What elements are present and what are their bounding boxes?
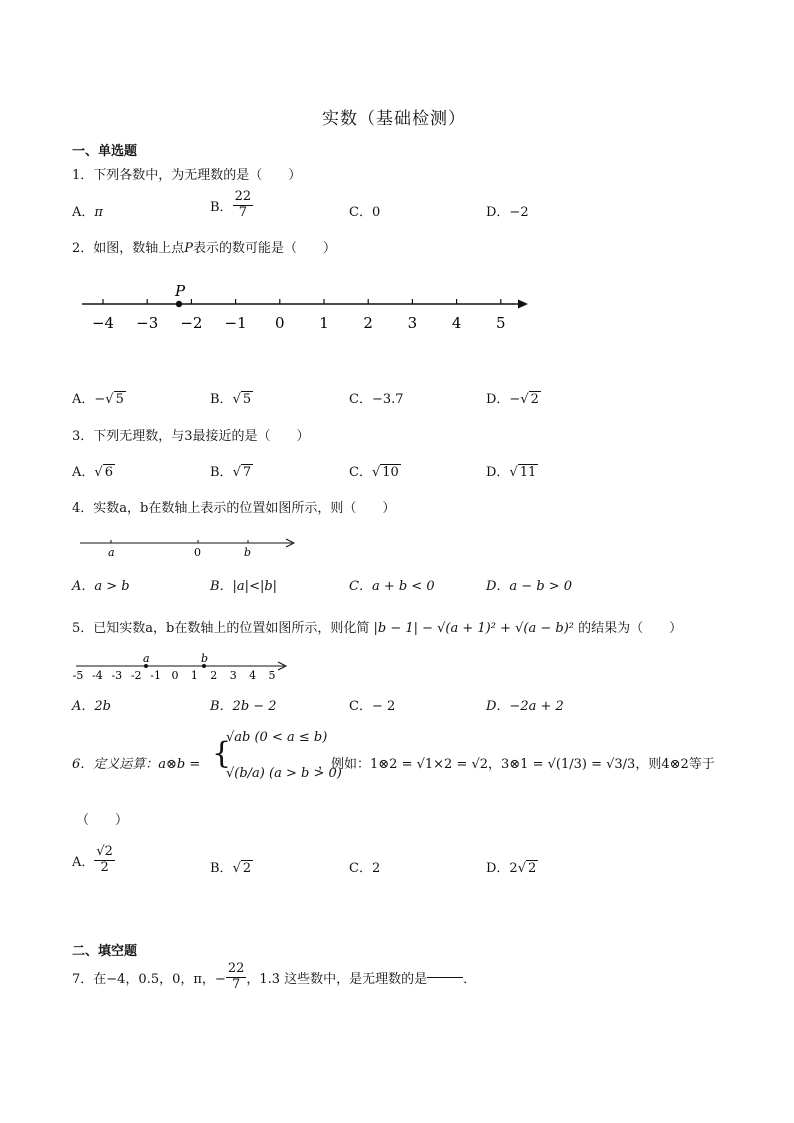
page-title: 实数（基础检测） bbox=[322, 109, 466, 129]
q6-option-b: B．√ 2 bbox=[210, 861, 252, 876]
q5-tick-label: -5 bbox=[72, 669, 84, 682]
q2-option-a: A．−√ 5 bbox=[72, 392, 124, 407]
q5-tick-label: 5 bbox=[268, 669, 276, 682]
q2-tick-label: 4 bbox=[451, 314, 462, 332]
q2-option-d: D．−√ 2 bbox=[486, 392, 539, 407]
q4-label-b: b bbox=[244, 546, 252, 559]
number-line-q4 bbox=[78, 534, 300, 562]
q5-tick-label: 2 bbox=[210, 669, 218, 682]
q1-option-c: C．0 bbox=[349, 205, 381, 220]
section-heading-1: 一、单选题 bbox=[72, 144, 138, 159]
point-p bbox=[176, 301, 182, 307]
q4-option-a: A．a > b bbox=[72, 579, 130, 594]
q5-tick-label: 3 bbox=[229, 669, 237, 682]
q4-label-0: 0 bbox=[194, 546, 201, 559]
q2-tick-label: −4 bbox=[91, 314, 115, 332]
q5-tick-label: -4 bbox=[92, 669, 103, 682]
q3-option-a: A．√ 6 bbox=[72, 465, 113, 480]
q4-option-b: B．|a|<|b| bbox=[210, 579, 278, 594]
q5-option-c: C．− 2 bbox=[349, 699, 396, 714]
section-heading-2: 二、填空题 bbox=[72, 944, 138, 959]
q3-option-d: D．√ 11 bbox=[486, 465, 537, 480]
question-5: 5．已知实数a，b在数轴上的位置如图所示，则化简 |b − 1| − √(a + 1)² + √(a − b)² 的结果为（ ） bbox=[72, 621, 683, 636]
q6-case-2: √(b/a) (a > b > 0) bbox=[226, 766, 342, 781]
question-1: 1．下列各数中，为无理数的是（ ） bbox=[72, 168, 302, 183]
q6-option-a: A． $\frac{√2}{2}$ bbox=[72, 844, 113, 875]
q2-tick-label: 3 bbox=[407, 314, 418, 332]
q5-label-b: b bbox=[201, 652, 209, 665]
q1-option-b: B． $\frac{22}{7}$ bbox=[210, 189, 252, 220]
question-7: 7．在−4，0.5，0，π，− $\frac{22}{7}$ ，1.3̇ 这些数中，是无理数的是 ． bbox=[72, 961, 477, 992]
q5-tick-label: -2 bbox=[130, 669, 142, 682]
number-line-q2 bbox=[76, 280, 536, 335]
q5-tick-label: 4 bbox=[249, 669, 257, 682]
piecewise-brace: { bbox=[212, 736, 232, 771]
q2-tick-label: 5 bbox=[496, 314, 506, 332]
q2-tick-label: 0 bbox=[275, 314, 285, 332]
q6-option-d: D．2√ 2 bbox=[486, 861, 537, 876]
q2-option-c: C．−3.7 bbox=[349, 392, 404, 407]
q5-tick-label: -3 bbox=[111, 669, 123, 682]
q2-tick-label: 1 bbox=[319, 314, 329, 332]
q6-option-c: C．2 bbox=[349, 861, 381, 876]
question-2: 2．如图，数轴上点P表示的数可能是（ ） bbox=[72, 241, 337, 256]
q2-tick-label: −3 bbox=[136, 314, 159, 332]
q5-tick-label: -1 bbox=[150, 669, 161, 682]
question-6: 6．定义运算：a⊗b = bbox=[72, 757, 201, 772]
q4-option-c: C．a + b < 0 bbox=[349, 579, 435, 594]
q1-option-d: D．−2 bbox=[486, 205, 529, 220]
q1-option-a: A．π bbox=[72, 205, 103, 220]
q6-case-1: √ab (0 < a ≤ b) bbox=[226, 730, 328, 745]
q3-option-b: B．√ 7 bbox=[210, 465, 252, 480]
q5-option-a: A．2b bbox=[72, 699, 111, 714]
q2-tick-label: −1 bbox=[224, 314, 247, 332]
number-line-q5 bbox=[72, 650, 294, 682]
q5-option-b: B．2b − 2 bbox=[210, 699, 277, 714]
question-3: 3．下列无理数，与3最接近的是（ ） bbox=[72, 429, 310, 444]
q7-answer-blank[interactable] bbox=[427, 977, 463, 978]
q5-expression: |b − 1| − √(a + 1)² + √(a − b)² bbox=[373, 621, 574, 636]
q5-tick-label: 1 bbox=[190, 669, 198, 682]
q4-label-a: a bbox=[108, 546, 115, 559]
question-4: 4．实数a，b在数轴上表示的位置如图所示，则（ ） bbox=[72, 501, 396, 516]
q5-label-a: a bbox=[143, 652, 150, 665]
q5-tick-label: 0 bbox=[171, 669, 179, 682]
q2-tick-label: 2 bbox=[363, 314, 373, 332]
point-p-label: P bbox=[175, 282, 186, 300]
q6-example: ，例如：1⊗2 = √1×2 = √2，3⊗1 = √(1/3) = √3/3，则4⊗2等于 bbox=[318, 757, 715, 772]
q2-tick-label: −2 bbox=[180, 314, 203, 332]
q5-option-d: D．−2a + 2 bbox=[486, 699, 564, 714]
q6-answer-paren: （ ） bbox=[76, 813, 129, 828]
q3-option-c: C．√ 10 bbox=[349, 465, 399, 480]
q4-option-d: D．a − b > 0 bbox=[486, 579, 573, 594]
q2-option-b: B．√ 5 bbox=[210, 392, 252, 407]
